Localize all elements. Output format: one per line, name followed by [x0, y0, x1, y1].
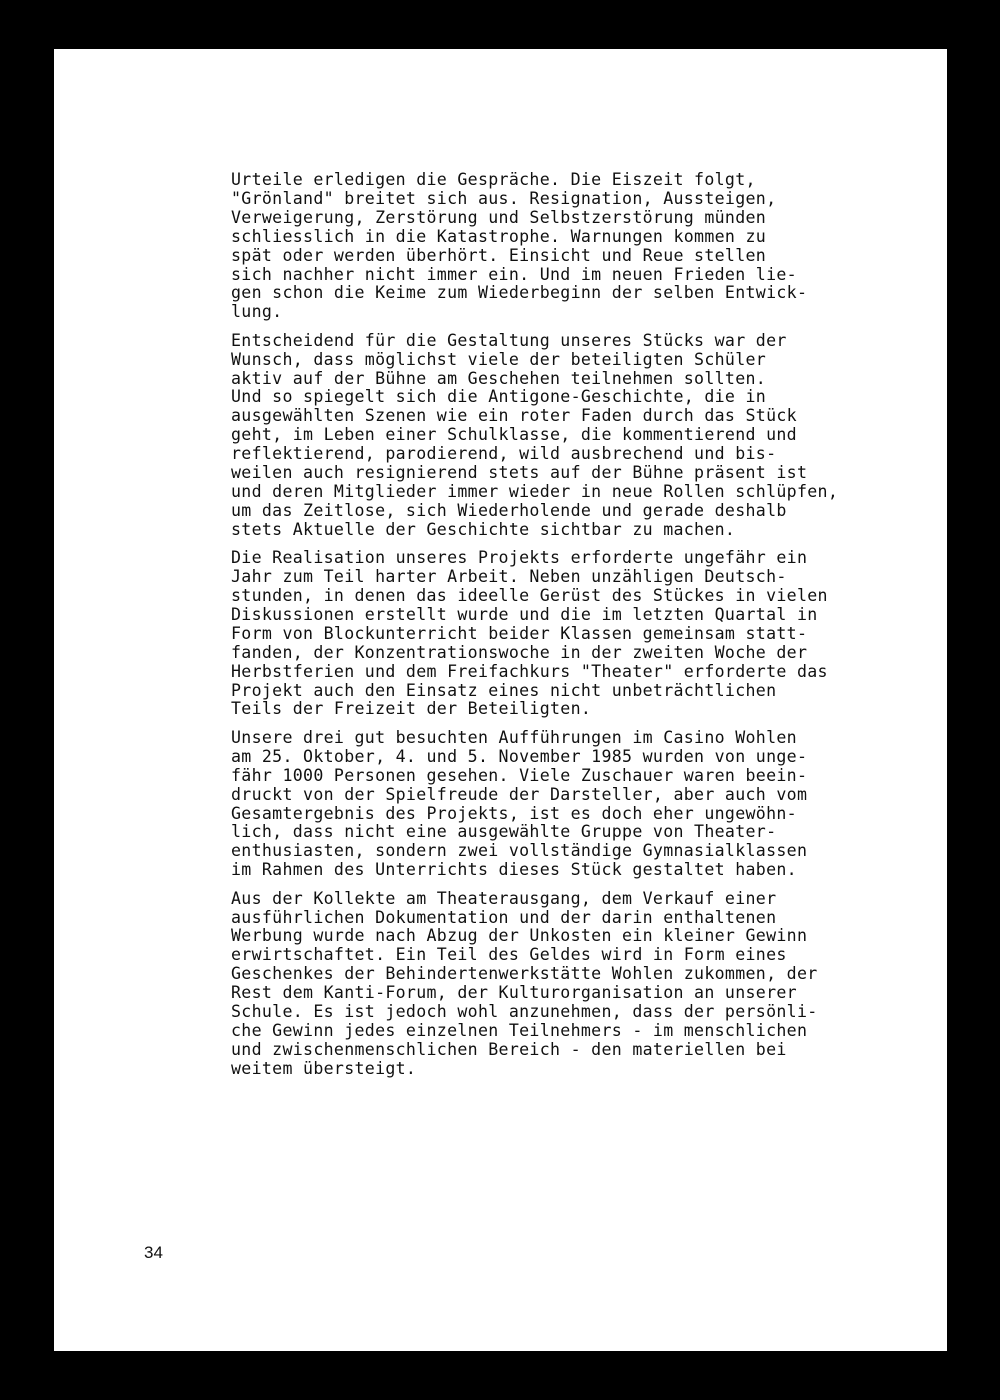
text-line: reflektierend, parodierend, wild ausbrechend und bis-	[231, 444, 777, 464]
text-line: Geschenkes der Behindertenwerkstätte Wohlen zukommen, der	[231, 964, 818, 984]
paragraph-4	[231, 729, 911, 880]
text-line: druckt von der Spielfreude der Darsteller, aber auch vom	[231, 784, 808, 804]
text-line: ausgewählten Szenen wie ein roter Faden durch das Stück	[231, 406, 797, 426]
body-text	[231, 171, 911, 1088]
page-number: 34	[144, 1243, 163, 1262]
text-line: Werbung wurde nach Abzug der Unkosten ein kleiner Gewinn	[231, 926, 808, 946]
text-line: Jahr zum Teil harter Arbeit. Neben unzähligen Deutsch-	[231, 567, 787, 587]
text-line: Diskussionen erstellt wurde und die im letzten Quartal in	[231, 604, 818, 624]
text-line: Schule. Es ist jedoch wohl anzunehmen, dass der persönli-	[231, 1002, 818, 1022]
text-line: schliesslich in die Katastrophe. Warnungen kommen zu	[231, 226, 767, 246]
paragraph-5	[231, 890, 911, 1079]
text-line: Herbstferien und dem Freifachkurs "Theater" erforderte das	[231, 661, 828, 681]
document-page	[54, 49, 947, 1351]
text-line: Und so spiegelt sich die Antigone-Geschichte, die in	[231, 387, 767, 407]
text-line: im Rahmen des Unterrichts dieses Stück gestaltet haben.	[231, 860, 797, 880]
paragraph-1	[231, 171, 911, 322]
text-line: und zwischenmenschlichen Bereich - den materiellen bei	[231, 1039, 787, 1059]
text-line: geht, im Leben einer Schulklasse, die kommentierend und	[231, 425, 797, 445]
text-line: stets Aktuelle der Geschichte sichtbar zu machen.	[231, 519, 736, 539]
text-line: Aus der Kollekte am Theaterausgang, dem Verkauf einer	[231, 888, 777, 908]
text-line: erwirtschaftet. Ein Teil des Geldes wird in Form eines	[231, 945, 787, 965]
text-line: stunden, in denen das ideelle Gerüst des Stückes in vielen	[231, 586, 828, 606]
text-line: fähr 1000 Personen gesehen. Viele Zuschauer waren beein-	[231, 765, 808, 785]
text-line: weitem übersteigt.	[231, 1058, 417, 1078]
text-line: weilen auch resignierend stets auf der Bühne präsent ist	[231, 463, 808, 483]
text-line: Wunsch, dass möglichst viele der beteiligten Schüler	[231, 349, 767, 369]
paragraph-2	[231, 332, 911, 540]
text-line: aktiv auf der Bühne am Geschehen teilnehmen sollten.	[231, 368, 767, 388]
text-line: Rest dem Kanti-Forum, der Kulturorganisation an unserer	[231, 983, 797, 1003]
text-line: sich nachher nicht immer ein. Und im neuen Frieden lie-	[231, 264, 797, 284]
text-line: che Gewinn jedes einzelnen Teilnehmers - im menschlichen	[231, 1020, 808, 1040]
text-line: lich, dass nicht eine ausgewählte Gruppe von Theater-	[231, 822, 777, 842]
paragraph-3	[231, 549, 911, 719]
text-line: und deren Mitglieder immer wieder in neue Rollen schlüpfen,	[231, 482, 839, 501]
text-line: spät oder werden überhört. Einsicht und Reue stellen	[231, 245, 767, 265]
text-line: "Grönland" breitet sich aus. Resignation, Aussteigen,	[231, 188, 777, 208]
text-line: enthusiasten, sondern zwei vollständige Gymnasialklassen	[231, 841, 808, 861]
text-line: ausführlichen Dokumentation und der darin enthaltenen	[231, 907, 777, 927]
text-line: um das Zeitlose, sich Wiederholende und gerade deshalb	[231, 500, 787, 520]
text-line: Die Realisation unseres Projekts erforderte ungefähr ein	[231, 548, 808, 568]
text-line: gen schon die Keime zum Wiederbeginn der selben Entwick-	[231, 283, 808, 303]
text-line: Projekt auch den Einsatz eines nicht unbeträchtlichen	[231, 680, 777, 700]
text-line: Verweigerung, Zerstörung und Selbstzerstörung münden	[231, 207, 767, 227]
text-line: Entscheidend für die Gestaltung unseres Stücks war der	[231, 330, 787, 350]
text-line: am 25. Oktober, 4. und 5. November 1985 wurden von unge-	[231, 746, 808, 766]
text-line: lung.	[231, 302, 283, 322]
text-line: Teils der Freizeit der Beteiligten.	[231, 699, 592, 719]
text-line: Unsere drei gut besuchten Aufführungen im Casino Wohlen	[231, 727, 797, 747]
text-line: fanden, der Konzentrationswoche in der zweiten Woche der	[231, 642, 808, 662]
text-line: Form von Blockunterricht beider Klassen gemeinsam statt-	[231, 623, 808, 643]
text-line: Gesamtergebnis des Projekts, ist es doch eher ungewöhn-	[231, 803, 797, 823]
text-line: Urteile erledigen die Gespräche. Die Eiszeit folgt,	[231, 170, 756, 189]
